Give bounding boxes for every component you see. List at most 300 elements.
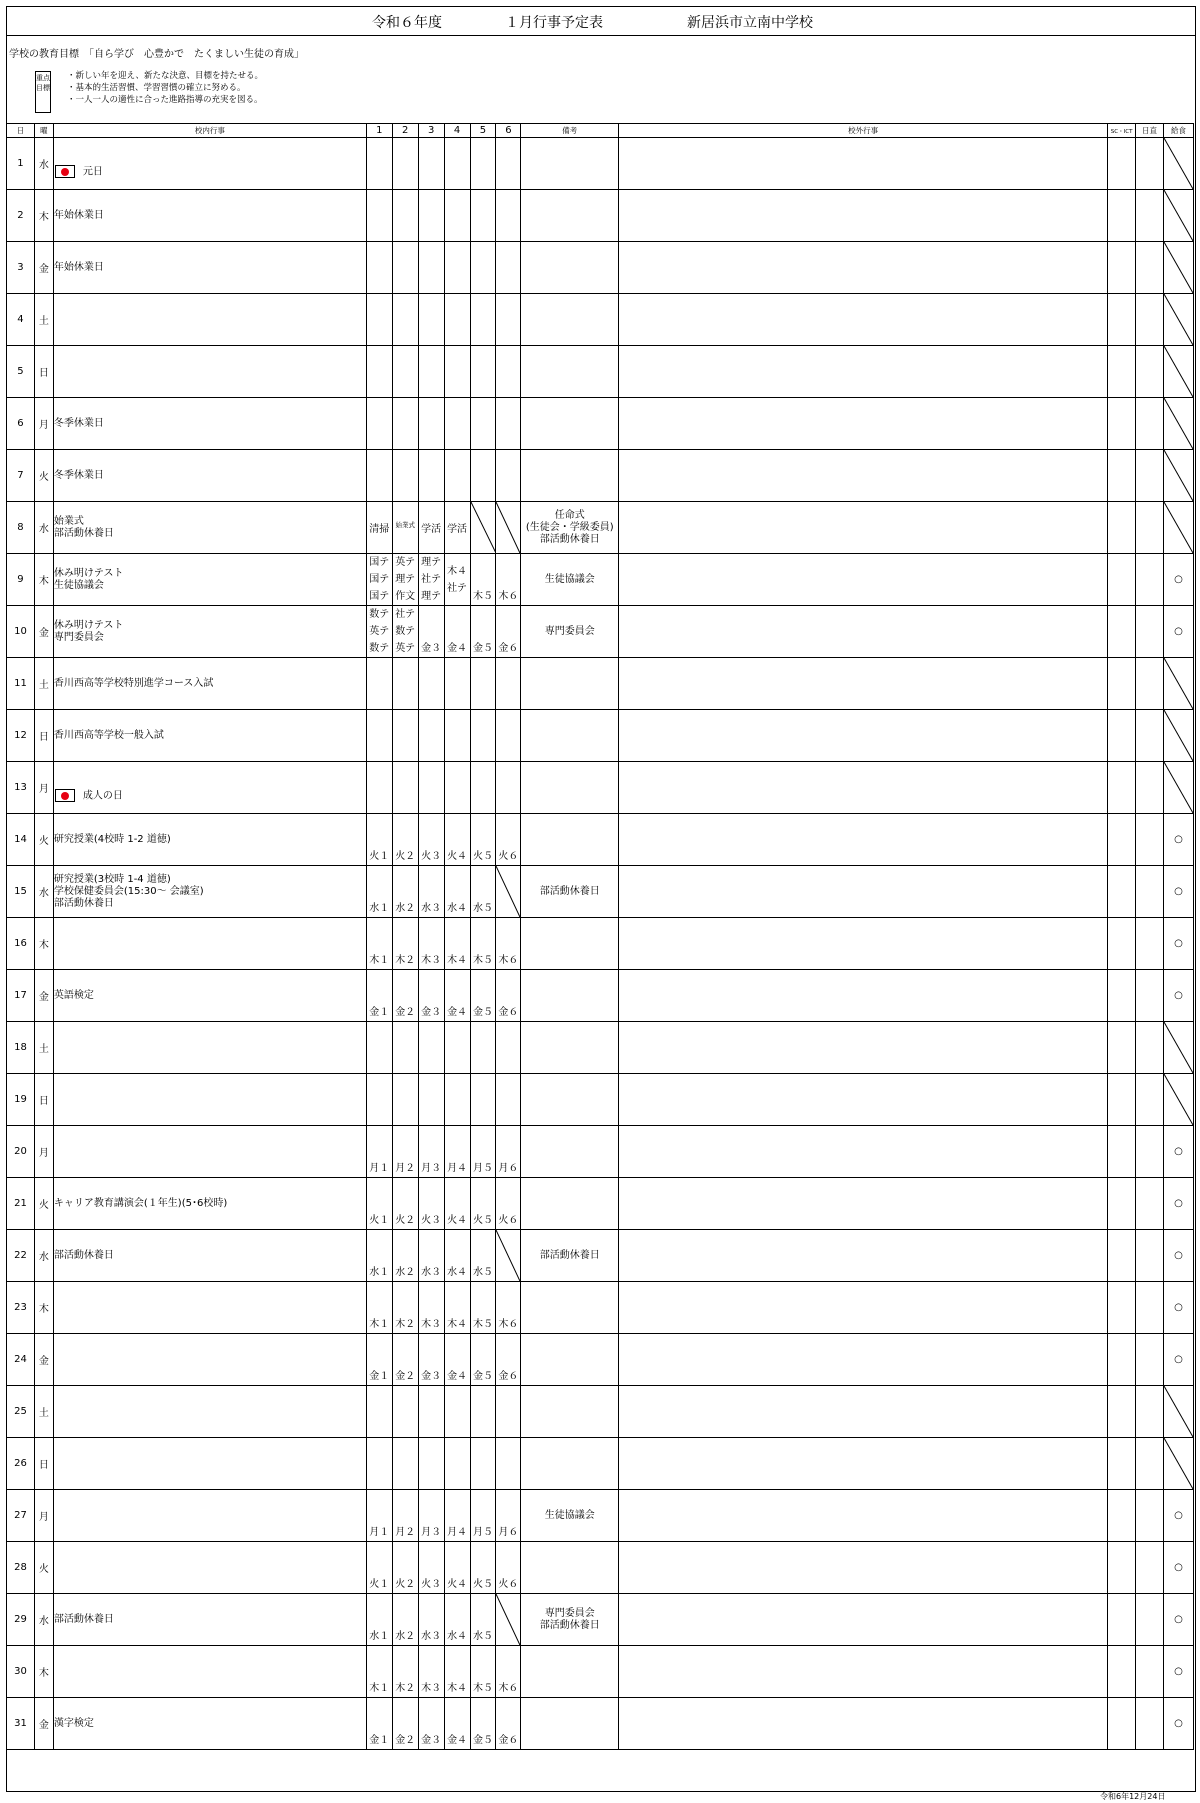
period-2: 社テ 数テ 英テ xyxy=(392,606,418,658)
period-2 xyxy=(392,866,418,918)
period-5 xyxy=(470,502,496,554)
period-4 xyxy=(444,1230,470,1282)
focus-label-text: 重点目標 xyxy=(36,74,50,92)
sc-ict-cell xyxy=(1108,866,1136,918)
duty-cell xyxy=(1136,450,1164,502)
day-of-week: 月 xyxy=(34,1126,53,1178)
focus-item: ・新しい年を迎え、新たな決意、目標を持たせる。 xyxy=(67,71,264,81)
duty-cell xyxy=(1136,294,1164,346)
period-5 xyxy=(470,1542,496,1594)
period-6 xyxy=(496,762,521,814)
period-4 xyxy=(444,1490,470,1542)
period-subject: 金５ xyxy=(472,1371,493,1382)
period-5 xyxy=(470,450,496,502)
period-6 xyxy=(496,1646,521,1698)
period-5 xyxy=(470,1074,496,1126)
period-subject: 月１ xyxy=(369,1527,390,1538)
duty-cell xyxy=(1136,1282,1164,1334)
outside-events xyxy=(619,1022,1108,1074)
school-events xyxy=(53,866,366,918)
school-events xyxy=(53,294,366,346)
period-3 xyxy=(418,242,444,294)
holiday-name: 元日 xyxy=(82,166,103,178)
period-4 xyxy=(444,398,470,450)
day-number: 7 xyxy=(7,450,35,502)
period-subject: 木３ xyxy=(421,955,442,966)
day-number: 3 xyxy=(7,242,35,294)
lunch-cell xyxy=(1164,1438,1194,1490)
lunch-cell xyxy=(1164,294,1194,346)
outside-events xyxy=(619,346,1108,398)
period-6 xyxy=(496,814,521,866)
sc-ict-cell xyxy=(1108,1594,1136,1646)
duty-cell xyxy=(1136,554,1164,606)
day-of-week: 木 xyxy=(34,1282,53,1334)
period-6 xyxy=(496,1334,521,1386)
period-subject: 水４ xyxy=(447,1631,468,1642)
period-2 xyxy=(392,502,418,554)
day-of-week: 水 xyxy=(34,502,53,554)
day-number: 18 xyxy=(7,1022,35,1074)
day-row xyxy=(7,866,1194,918)
period-subject: 月５ xyxy=(472,1163,493,1174)
period-6 xyxy=(496,1698,521,1750)
col-lunch: 給食 xyxy=(1164,124,1194,138)
outside-events xyxy=(619,1074,1108,1126)
no-lunch-slash xyxy=(1164,242,1193,293)
period-subject: 金２ xyxy=(395,1735,416,1746)
no-lunch-slash xyxy=(1164,1074,1193,1125)
lunch-cell xyxy=(1164,190,1194,242)
day-of-week: 木 xyxy=(34,1646,53,1698)
period-subject: 木２ xyxy=(395,955,416,966)
period-1 xyxy=(366,1074,392,1126)
period-5 xyxy=(470,294,496,346)
school-events xyxy=(53,814,366,866)
period-1 xyxy=(366,1698,392,1750)
outside-events xyxy=(619,814,1108,866)
period-5 xyxy=(470,242,496,294)
period-subject: 水１ xyxy=(369,1267,390,1278)
period-subject: 月６ xyxy=(498,1527,519,1538)
period-4 xyxy=(444,606,470,658)
japan-flag-icon xyxy=(55,789,75,802)
period-5 xyxy=(470,866,496,918)
duty-cell xyxy=(1136,502,1164,554)
period-2 xyxy=(392,658,418,710)
day-row xyxy=(7,1334,1194,1386)
holiday-mark xyxy=(55,789,366,803)
period-6 xyxy=(496,1126,521,1178)
remarks: 任命式 (生徒会・学級委員) 部活動休養日 xyxy=(521,502,619,554)
lunch-cell xyxy=(1164,1386,1194,1438)
no-lunch-slash xyxy=(1164,450,1193,501)
remarks xyxy=(521,1698,619,1750)
remarks: 部活動休養日 xyxy=(521,1230,619,1282)
period-3 xyxy=(418,1386,444,1438)
day-of-week: 月 xyxy=(34,1490,53,1542)
no-lunch-slash xyxy=(1164,294,1193,345)
day-row xyxy=(7,502,1194,554)
period-5 xyxy=(470,1490,496,1542)
period-subject: 木１ xyxy=(369,1319,390,1330)
period-6 xyxy=(496,346,521,398)
focus-label xyxy=(35,71,51,113)
period-subject: 学活 xyxy=(447,524,468,535)
duty-cell xyxy=(1136,762,1164,814)
period-5 xyxy=(470,1386,496,1438)
day-of-week: 土 xyxy=(34,658,53,710)
period-subject: 木１ xyxy=(369,955,390,966)
period-subject: 金４ xyxy=(447,1007,468,1018)
sc-ict-cell xyxy=(1108,190,1136,242)
period-3 xyxy=(418,450,444,502)
outside-events xyxy=(619,762,1108,814)
period-subject: 金２ xyxy=(395,1371,416,1382)
period-1 xyxy=(366,762,392,814)
day-row xyxy=(7,190,1194,242)
period-2 xyxy=(392,398,418,450)
duty-cell xyxy=(1136,242,1164,294)
period-3 xyxy=(418,1646,444,1698)
updated-date: 令和6年12月24日 xyxy=(1100,1792,1166,1801)
school-events xyxy=(53,1230,366,1282)
period-3 xyxy=(418,346,444,398)
period-1 xyxy=(366,242,392,294)
duty-cell xyxy=(1136,918,1164,970)
day-number: 10 xyxy=(7,606,35,658)
period-4 xyxy=(444,1022,470,1074)
period-subject: 火５ xyxy=(472,1579,493,1590)
period-1 xyxy=(366,294,392,346)
period-subject: 金２ xyxy=(395,1007,416,1018)
no-class-slash xyxy=(496,866,520,917)
day-row xyxy=(7,1022,1194,1074)
school-events xyxy=(53,242,366,294)
period-6 xyxy=(496,606,521,658)
no-lunch-slash xyxy=(1164,1438,1193,1489)
sc-ict-cell xyxy=(1108,1698,1136,1750)
header-row xyxy=(7,124,1194,138)
period-subject: 水１ xyxy=(369,903,390,914)
period-1 xyxy=(366,502,392,554)
event-text: 部活動休養日 xyxy=(53,1613,114,1625)
remarks: 生徒協議会 xyxy=(521,1490,619,1542)
period-2 xyxy=(392,918,418,970)
period-subject: 月５ xyxy=(472,1527,493,1538)
period-2 xyxy=(392,1230,418,1282)
period-5 xyxy=(470,1334,496,1386)
day-of-week: 火 xyxy=(34,1178,53,1230)
period-subject: 火６ xyxy=(498,1215,519,1226)
school-name: 新居浜市立南中学校 xyxy=(687,15,813,31)
school-events xyxy=(53,190,366,242)
no-lunch-slash xyxy=(1164,1386,1193,1437)
period-4 xyxy=(444,1646,470,1698)
period-subject: 木３ xyxy=(421,1683,442,1694)
sc-ict-cell xyxy=(1108,1178,1136,1230)
remarks: 部活動休養日 xyxy=(521,866,619,918)
period-4 xyxy=(444,762,470,814)
school-events xyxy=(53,658,366,710)
period-3 xyxy=(418,1334,444,1386)
period-3 xyxy=(418,970,444,1022)
lunch-cell: ○ xyxy=(1164,606,1194,658)
day-number: 30 xyxy=(7,1646,35,1698)
day-of-week: 水 xyxy=(34,1594,53,1646)
title-bar xyxy=(7,7,1195,36)
day-row xyxy=(7,658,1194,710)
lunch-cell xyxy=(1164,1074,1194,1126)
remarks xyxy=(521,450,619,502)
day-of-week: 月 xyxy=(34,762,53,814)
period-2 xyxy=(392,1178,418,1230)
period-1 xyxy=(366,1594,392,1646)
day-of-week: 金 xyxy=(34,606,53,658)
calendar-table xyxy=(6,123,1194,1750)
education-goal: 学校の教育目標 「自ら学び 心豊かで たくましい生徒の育成」 xyxy=(9,49,304,60)
period-1 xyxy=(366,1022,392,1074)
sc-ict-cell xyxy=(1108,554,1136,606)
school-events xyxy=(53,1022,366,1074)
period-3 xyxy=(418,1698,444,1750)
remarks: 専門委員会 xyxy=(521,606,619,658)
period-3 xyxy=(418,918,444,970)
col-day: 日 xyxy=(7,124,35,138)
school-events xyxy=(53,1126,366,1178)
period-2 xyxy=(392,710,418,762)
day-of-week: 水 xyxy=(34,138,53,190)
remarks xyxy=(521,918,619,970)
period-5 xyxy=(470,190,496,242)
period-subject: 木６ xyxy=(498,1319,519,1330)
period-6 xyxy=(496,918,521,970)
period-5 xyxy=(470,606,496,658)
period-subject: 金６ xyxy=(498,643,519,654)
period-1 xyxy=(366,814,392,866)
sc-ict-cell xyxy=(1108,1022,1136,1074)
period-subject: 木５ xyxy=(472,955,493,966)
period-1 xyxy=(366,1126,392,1178)
holiday-mark xyxy=(55,165,366,179)
day-row xyxy=(7,1126,1194,1178)
document-title: １月行事予定表 xyxy=(505,15,603,31)
period-3 xyxy=(418,762,444,814)
period-subject: 金３ xyxy=(421,643,442,654)
period-1 xyxy=(366,970,392,1022)
period-1 xyxy=(366,658,392,710)
day-of-week: 木 xyxy=(34,554,53,606)
sc-ict-cell xyxy=(1108,1126,1136,1178)
remarks xyxy=(521,1646,619,1698)
period-2 xyxy=(392,190,418,242)
day-row xyxy=(7,346,1194,398)
period-3 xyxy=(418,658,444,710)
sc-ict-cell xyxy=(1108,294,1136,346)
period-subject: 月１ xyxy=(369,1163,390,1174)
no-lunch-slash xyxy=(1164,502,1193,553)
period-3 xyxy=(418,1594,444,1646)
period-subject: 火６ xyxy=(498,1579,519,1590)
no-lunch-slash xyxy=(1164,1022,1193,1073)
lunch-cell: ○ xyxy=(1164,814,1194,866)
lunch-cell: ○ xyxy=(1164,918,1194,970)
day-of-week: 金 xyxy=(34,1334,53,1386)
day-row xyxy=(7,1542,1194,1594)
outside-events xyxy=(619,710,1108,762)
remarks xyxy=(521,658,619,710)
period-3 xyxy=(418,1022,444,1074)
period-6 xyxy=(496,710,521,762)
period-5 xyxy=(470,138,496,190)
fiscal-year: 令和６年度 xyxy=(372,15,442,31)
period-subject: 月４ xyxy=(447,1527,468,1538)
duty-cell xyxy=(1136,710,1164,762)
sc-ict-cell xyxy=(1108,606,1136,658)
school-events xyxy=(53,1698,366,1750)
school-events xyxy=(53,606,366,658)
duty-cell xyxy=(1136,398,1164,450)
period-subject: 火６ xyxy=(498,851,519,862)
period-2 xyxy=(392,1646,418,1698)
day-row xyxy=(7,710,1194,762)
day-of-week: 金 xyxy=(34,970,53,1022)
period-2 xyxy=(392,346,418,398)
outside-events xyxy=(619,554,1108,606)
period-subject: 火３ xyxy=(421,1579,442,1590)
day-number: 25 xyxy=(7,1386,35,1438)
lunch-cell xyxy=(1164,762,1194,814)
day-number: 4 xyxy=(7,294,35,346)
lunch-cell xyxy=(1164,710,1194,762)
period-2 xyxy=(392,1334,418,1386)
period-subject: 木５ xyxy=(472,591,493,602)
period-3 xyxy=(418,814,444,866)
period-subject: 金６ xyxy=(498,1371,519,1382)
period-5 xyxy=(470,1022,496,1074)
remarks xyxy=(521,1022,619,1074)
lunch-cell xyxy=(1164,1022,1194,1074)
lunch-cell: ○ xyxy=(1164,1178,1194,1230)
day-number: 31 xyxy=(7,1698,35,1750)
period-3 xyxy=(418,138,444,190)
sc-ict-cell xyxy=(1108,814,1136,866)
duty-cell xyxy=(1136,1698,1164,1750)
outside-events xyxy=(619,190,1108,242)
period-1 xyxy=(366,1334,392,1386)
period-6 xyxy=(496,190,521,242)
school-events xyxy=(53,1490,366,1542)
period-subject: 始業式 xyxy=(395,521,415,529)
period-6 xyxy=(496,1022,521,1074)
period-1 xyxy=(366,1438,392,1490)
period-5 xyxy=(470,1126,496,1178)
remarks xyxy=(521,1386,619,1438)
remarks xyxy=(521,294,619,346)
event-text: 研究授業(4校時 1-2 道徳) xyxy=(53,833,171,845)
day-number: 12 xyxy=(7,710,35,762)
duty-cell xyxy=(1136,970,1164,1022)
period-subject: 水２ xyxy=(395,1631,416,1642)
schedule-sheet xyxy=(6,6,1196,1792)
event-text: 英語検定 xyxy=(53,989,94,1001)
day-number: 1 xyxy=(7,138,35,190)
duty-cell xyxy=(1136,1126,1164,1178)
outside-events xyxy=(619,1230,1108,1282)
period-6 xyxy=(496,1178,521,1230)
period-2 xyxy=(392,814,418,866)
day-number: 14 xyxy=(7,814,35,866)
period-5 xyxy=(470,762,496,814)
period-4 xyxy=(444,1542,470,1594)
day-row xyxy=(7,1178,1194,1230)
col-period-3: 3 xyxy=(418,124,444,138)
day-row xyxy=(7,918,1194,970)
remarks xyxy=(521,762,619,814)
duty-cell xyxy=(1136,1490,1164,1542)
period-1 xyxy=(366,710,392,762)
period-6 xyxy=(496,658,521,710)
period-4 xyxy=(444,1438,470,1490)
period-6 xyxy=(496,1074,521,1126)
outside-events xyxy=(619,450,1108,502)
day-number: 9 xyxy=(7,554,35,606)
event-text: 研究授業(3校時 1-4 道徳) 学校保健委員会(15:30～ 会議室) 部活動休養日 xyxy=(53,873,204,909)
col-period-5: 5 xyxy=(470,124,496,138)
sc-ict-cell xyxy=(1108,658,1136,710)
period-2 xyxy=(392,1594,418,1646)
period-subject: 火５ xyxy=(472,851,493,862)
period-4: 木４ 社テ xyxy=(444,554,470,606)
period-4 xyxy=(444,502,470,554)
lunch-cell: ○ xyxy=(1164,1646,1194,1698)
remarks xyxy=(521,710,619,762)
day-of-week: 火 xyxy=(34,450,53,502)
no-lunch-slash xyxy=(1164,138,1193,189)
period-subject: 木４ xyxy=(447,1319,468,1330)
outside-events xyxy=(619,866,1108,918)
sc-ict-cell xyxy=(1108,1386,1136,1438)
day-of-week: 木 xyxy=(34,190,53,242)
period-2 xyxy=(392,450,418,502)
day-number: 8 xyxy=(7,502,35,554)
lunch-cell: ○ xyxy=(1164,1594,1194,1646)
period-5 xyxy=(470,658,496,710)
day-number: 6 xyxy=(7,398,35,450)
period-subject: 金５ xyxy=(472,643,493,654)
lunch-cell: ○ xyxy=(1164,1542,1194,1594)
period-1 xyxy=(366,918,392,970)
period-subject: 木６ xyxy=(498,1683,519,1694)
period-subject: 火３ xyxy=(421,1215,442,1226)
period-subject: 金３ xyxy=(421,1371,442,1382)
day-row xyxy=(7,762,1194,814)
outside-events xyxy=(619,1178,1108,1230)
outside-events xyxy=(619,1698,1108,1750)
period-5 xyxy=(470,1282,496,1334)
col-period-6: 6 xyxy=(496,124,521,138)
event-text: 休み明けテスト 専門委員会 xyxy=(53,619,124,643)
period-subject: 金３ xyxy=(421,1735,442,1746)
period-2 xyxy=(392,1126,418,1178)
sc-ict-cell xyxy=(1108,1074,1136,1126)
period-1: 国テ 国テ 国テ xyxy=(366,554,392,606)
remarks xyxy=(521,398,619,450)
duty-cell xyxy=(1136,814,1164,866)
period-1 xyxy=(366,866,392,918)
lunch-cell: ○ xyxy=(1164,1230,1194,1282)
duty-cell xyxy=(1136,658,1164,710)
